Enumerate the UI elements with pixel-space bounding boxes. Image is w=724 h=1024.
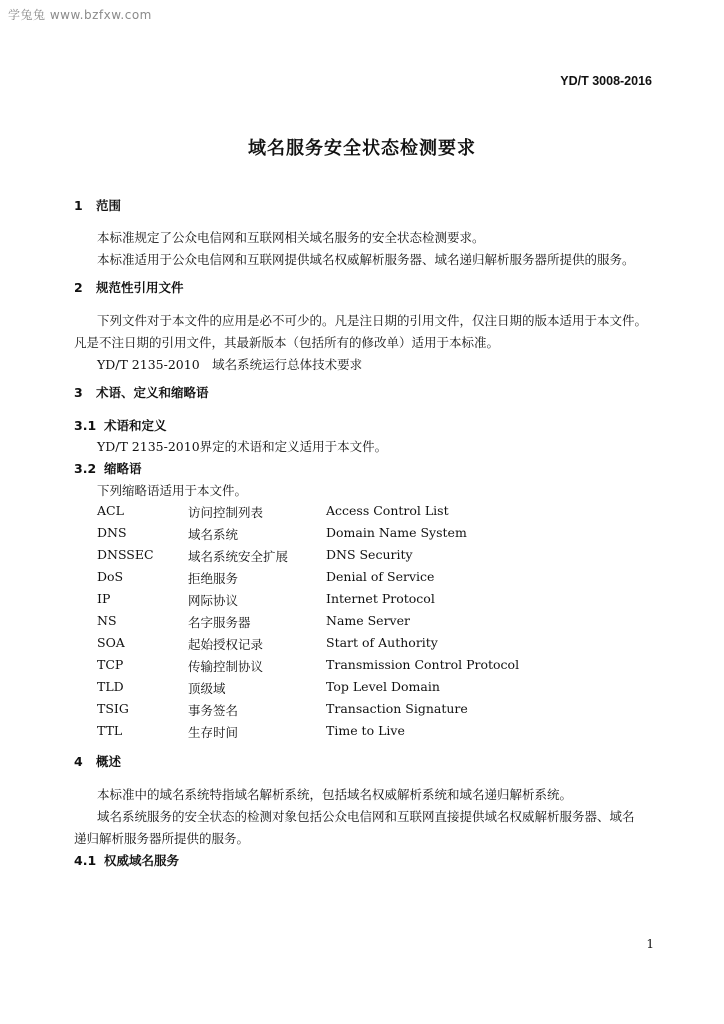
chinese-term: 起始授权记录 <box>188 637 264 652</box>
section-4-paragraph-1: 本标准中的域名系统特指域名解析系统，包括域名权威解析系统和域名递归解析系统。 <box>97 787 573 802</box>
chinese-term: 传输控制协议 <box>188 659 264 674</box>
english-term: Access Control List <box>326 503 449 518</box>
chinese-term: 访问控制列表 <box>188 505 264 520</box>
abbreviation: DoS <box>97 569 124 584</box>
section-number: 2 <box>74 280 83 295</box>
abbreviation-row <box>97 679 557 697</box>
english-term: Start of Authority <box>326 635 438 650</box>
english-term: Time to Live <box>326 723 405 738</box>
chinese-term: 事务签名 <box>188 703 239 718</box>
section-title: 术语、定义和缩略语 <box>96 385 209 400</box>
chinese-term: 网际协议 <box>188 593 239 608</box>
section-number: 3 <box>74 385 83 400</box>
section-number: 3.1 <box>74 418 97 433</box>
section-number: 3.2 <box>74 461 97 476</box>
section-number: 4 <box>74 754 83 769</box>
section-3-2-heading <box>74 459 142 477</box>
section-3-heading <box>74 383 209 401</box>
section-2-heading <box>74 278 184 296</box>
standard-number: YD/T 3008-2016 <box>560 74 652 88</box>
section-1-paragraph-2: 本标准适用于公众电信网和互联网提供域名权威解析服务器、域名递归解析服务器所提供的服务。 <box>97 252 635 267</box>
watermark: 学兔兔 www.bzfxw.com <box>8 8 152 22</box>
chinese-term: 生存时间 <box>188 725 239 740</box>
abbreviation-row <box>97 547 557 565</box>
abbreviation-row <box>97 701 557 719</box>
section-2-paragraph-line-2: 凡是不注日期的引用文件，其最新版本（包括所有的修改单）适用于本标准。 <box>74 335 500 350</box>
section-1-paragraph-1: 本标准规定了公众电信网和互联网相关域名服务的安全状态检测要求。 <box>97 230 485 245</box>
english-term: Domain Name System <box>326 525 467 540</box>
abbreviation: TLD <box>97 679 124 694</box>
section-4-paragraph-2-line-1: 域名系统服务的安全状态的检测对象包括公众电信网和互联网直接提供域名权威解析服务器、域名 <box>97 809 635 824</box>
document-title: 域名服务安全状态检测要求 <box>248 138 476 159</box>
abbreviation-row <box>97 723 557 741</box>
abbreviation-row <box>97 657 557 675</box>
section-number: 4.1 <box>74 853 97 868</box>
abbreviation-row <box>97 613 557 631</box>
section-1-heading <box>74 196 121 214</box>
section-4-heading <box>74 752 121 770</box>
section-title: 缩略语 <box>104 461 142 476</box>
english-term: Transaction Signature <box>326 701 468 716</box>
abbreviation-row <box>97 525 557 543</box>
section-number: 1 <box>74 198 83 213</box>
abbreviation: DNS <box>97 525 127 540</box>
section-title: 术语和定义 <box>104 418 167 433</box>
abbreviation: TSIG <box>97 701 129 716</box>
page-number: 1 <box>646 937 654 951</box>
abbreviation-row <box>97 591 557 609</box>
abbreviation: ACL <box>97 503 124 518</box>
section-3-2-paragraph: 下列缩略语适用于本文件。 <box>97 483 248 498</box>
normative-reference: YD/T 2135-2010 域名系统运行总体技术要求 <box>97 357 363 372</box>
section-3-1-heading <box>74 416 167 434</box>
english-term: Transmission Control Protocol <box>326 657 520 672</box>
english-term: Denial of Service <box>326 569 435 584</box>
abbreviation: NS <box>97 613 117 628</box>
abbreviation-row <box>97 635 557 653</box>
chinese-term: 名字服务器 <box>188 615 251 630</box>
chinese-term: 顶级域 <box>188 681 226 696</box>
section-title: 权威域名服务 <box>104 853 180 868</box>
english-term: Internet Protocol <box>326 591 435 606</box>
section-3-1-paragraph: YD/T 2135-2010界定的术语和定义适用于本文件。 <box>97 439 388 454</box>
english-term: Name Server <box>326 613 410 628</box>
section-2-paragraph-line-1: 下列文件对于本文件的应用是必不可少的。凡是注日期的引用文件，仅注日期的版本适用于本文件。 <box>97 313 648 328</box>
abbreviation: DNSSEC <box>97 547 154 562</box>
abbreviation: IP <box>97 591 111 606</box>
abbreviation-row <box>97 569 557 587</box>
section-4-paragraph-2-line-2: 递归解析服务器所提供的服务。 <box>74 831 250 846</box>
section-title: 范围 <box>96 198 122 213</box>
abbreviation: TTL <box>97 723 123 738</box>
abbreviation-row <box>97 503 557 521</box>
section-title: 规范性引用文件 <box>96 280 184 295</box>
section-4-1-heading <box>74 851 179 869</box>
english-term: Top Level Domain <box>326 679 440 694</box>
chinese-term: 域名系统 <box>188 527 239 542</box>
abbreviation: TCP <box>97 657 124 672</box>
section-title: 概述 <box>96 754 122 769</box>
chinese-term: 域名系统安全扩展 <box>188 549 289 564</box>
chinese-term: 拒绝服务 <box>188 571 239 586</box>
english-term: DNS Security <box>326 547 413 562</box>
abbreviation: SOA <box>97 635 125 650</box>
